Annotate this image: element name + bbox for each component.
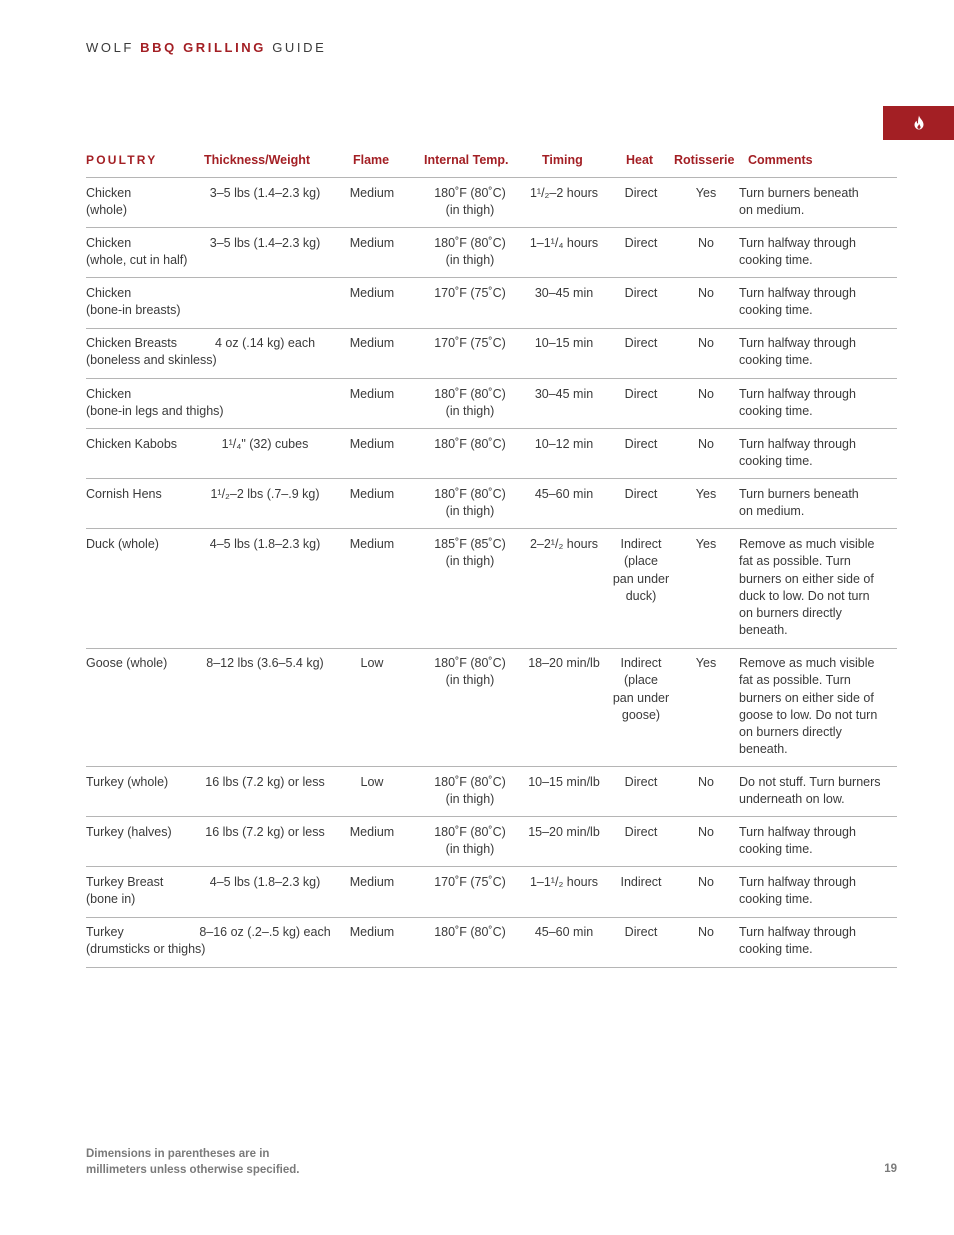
cell-name: Turkey (drumsticks or thighs): [86, 925, 206, 957]
cell-temp: 180˚F (80˚C) (in thigh): [434, 236, 506, 268]
cell-comments: Turn halfway through cooking time.: [739, 437, 856, 469]
cell-rotisserie: Yes: [695, 487, 717, 501]
cell-comments: Turn halfway through cooking time.: [739, 286, 856, 318]
cell-heat: Direct: [624, 286, 658, 300]
cell-flame: Medium: [349, 236, 395, 250]
cell-rotisserie: No: [698, 387, 714, 401]
cell-timing: 1¹/₂–2 hours: [529, 186, 599, 200]
page-number: 19: [884, 1163, 897, 1175]
cell-rotisserie: No: [698, 775, 714, 789]
cell-name: Duck (whole): [86, 537, 159, 551]
cell-heat: Direct: [624, 186, 658, 200]
col-header-thickness: Thickness/Weight: [204, 153, 311, 167]
header-prefix: WOLF: [86, 40, 134, 55]
header-brand: BBQ GRILLING: [140, 40, 266, 55]
cell-timing: 1–1¹/₄ hours: [529, 236, 599, 250]
cell-timing: 10–12 min: [534, 437, 594, 451]
cell-thickness: 16 lbs (7.2 kg) or less: [205, 825, 325, 839]
cell-rotisserie: No: [698, 286, 714, 300]
row-divider: [86, 866, 897, 867]
cell-name: Turkey (whole): [86, 775, 169, 789]
cell-heat: Indirect (place pan under goose): [612, 656, 670, 722]
row-divider: [86, 766, 897, 767]
cell-thickness: 16 lbs (7.2 kg) or less: [205, 775, 325, 789]
cell-comments: Turn halfway through cooking time.: [739, 336, 856, 368]
row-divider: [86, 378, 897, 379]
cell-timing: 10–15 min: [534, 336, 594, 350]
cell-heat: Direct: [624, 925, 658, 939]
cell-name: Turkey (halves): [86, 825, 172, 839]
cell-temp: 180˚F (80˚C) (in thigh): [434, 487, 506, 519]
cell-flame: Low: [360, 775, 384, 789]
cell-heat: Direct: [624, 775, 658, 789]
cell-rotisserie: No: [698, 336, 714, 350]
cell-temp: 180˚F (80˚C) (in thigh): [434, 387, 506, 419]
cell-thickness: 4–5 lbs (1.8–2.3 kg): [209, 537, 321, 551]
row-divider: [86, 917, 897, 918]
row-divider: [86, 428, 897, 429]
cell-heat: Direct: [624, 437, 658, 451]
cell-timing: 15–20 min/lb: [528, 825, 600, 839]
page-header: [86, 40, 326, 55]
cell-thickness: 1¹/₄" (32) cubes: [221, 437, 309, 451]
cell-thickness: 3–5 lbs (1.4–2.3 kg): [209, 186, 321, 200]
row-divider: [86, 227, 897, 228]
cell-thickness: 3–5 lbs (1.4–2.3 kg): [209, 236, 321, 250]
cell-timing: 10–15 min/lb: [528, 775, 600, 789]
cell-heat: Direct: [624, 236, 658, 250]
cell-timing: 1–1¹/₂ hours: [529, 875, 599, 889]
cell-name: Chicken (bone-in breasts): [86, 286, 181, 318]
cell-comments: Do not stuff. Turn burners underneath on low.: [739, 775, 881, 807]
cell-flame: Medium: [349, 186, 395, 200]
cell-thickness: 8–12 lbs (3.6–5.4 kg): [206, 656, 324, 670]
footer-note: Dimensions in parentheses are in millimeters unless otherwise specified.: [86, 1148, 300, 1176]
cell-name: Chicken (whole): [86, 186, 132, 218]
cell-flame: Medium: [349, 437, 395, 451]
header-suffix: GUIDE: [272, 40, 327, 55]
cell-flame: Medium: [349, 875, 395, 889]
row-divider: [86, 967, 897, 968]
cell-thickness: 8–16 oz (.2–.5 kg) each: [199, 925, 331, 939]
cell-temp: 180˚F (80˚C): [434, 925, 506, 939]
cell-temp: 170˚F (75˚C): [434, 336, 506, 350]
row-divider: [86, 277, 897, 278]
cell-thickness: 4 oz (.14 kg) each: [214, 336, 316, 350]
cell-timing: 2–2¹/₂ hours: [529, 537, 599, 551]
cell-name: Turkey Breast (bone in): [86, 875, 164, 907]
cell-heat: Indirect: [620, 875, 662, 889]
col-header-heat: Heat: [626, 153, 654, 167]
cell-temp: 180˚F (80˚C) (in thigh): [434, 825, 506, 857]
cell-temp: 180˚F (80˚C) (in thigh): [434, 186, 506, 218]
cell-timing: 18–20 min/lb: [528, 656, 600, 670]
cell-flame: Low: [360, 656, 384, 670]
cell-rotisserie: No: [698, 437, 714, 451]
col-header-comments: Comments: [748, 153, 813, 167]
cell-comments: Turn burners beneath on medium.: [739, 186, 859, 218]
cell-flame: Medium: [349, 387, 395, 401]
cell-flame: Medium: [349, 925, 395, 939]
cell-name: Goose (whole): [86, 656, 168, 670]
cell-rotisserie: No: [698, 925, 714, 939]
cell-name: Chicken (bone-in legs and thighs): [86, 387, 224, 419]
cell-heat: Direct: [624, 387, 658, 401]
row-divider: [86, 478, 897, 479]
row-divider: [86, 528, 897, 529]
col-header-timing: Timing: [542, 153, 583, 167]
row-divider: [86, 177, 897, 178]
cell-temp: 180˚F (80˚C) (in thigh): [434, 656, 506, 688]
cell-heat: Direct: [624, 825, 658, 839]
cell-comments: Remove as much visible fat as possible. Turn burners on either side of duck to low. Do not turn on burners directly beneath.: [739, 537, 875, 638]
cell-name: Chicken Breasts (boneless and skinless): [86, 336, 217, 368]
cell-rotisserie: Yes: [695, 186, 717, 200]
cell-comments: Turn halfway through cooking time.: [739, 925, 856, 957]
cell-heat: Indirect (place pan under duck): [612, 537, 670, 603]
cell-rotisserie: No: [698, 875, 714, 889]
col-header-flame: Flame: [353, 153, 390, 167]
section-tab: [883, 106, 954, 140]
cell-temp: 170˚F (75˚C): [434, 875, 506, 889]
row-divider: [86, 328, 897, 329]
cell-temp: 185˚F (85˚C) (in thigh): [434, 537, 506, 569]
cell-flame: Medium: [349, 336, 395, 350]
cell-temp: 170˚F (75˚C): [434, 286, 506, 300]
cell-heat: Direct: [624, 336, 658, 350]
col-header-poultry: POULTRY: [86, 153, 158, 167]
cell-comments: Turn halfway through cooking time.: [739, 236, 856, 268]
cell-rotisserie: Yes: [695, 537, 717, 551]
cell-timing: 45–60 min: [534, 487, 594, 501]
cell-flame: Medium: [349, 286, 395, 300]
cell-temp: 180˚F (80˚C): [434, 437, 506, 451]
cell-rotisserie: No: [698, 825, 714, 839]
cell-flame: Medium: [349, 537, 395, 551]
cell-comments: Turn halfway through cooking time.: [739, 387, 856, 419]
row-divider: [86, 648, 897, 649]
cell-name: Cornish Hens: [86, 487, 162, 501]
cell-timing: 30–45 min: [534, 387, 594, 401]
col-header-temp: Internal Temp.: [424, 153, 509, 167]
cell-thickness: 4–5 lbs (1.8–2.3 kg): [209, 875, 321, 889]
cell-rotisserie: No: [698, 236, 714, 250]
cell-timing: 30–45 min: [534, 286, 594, 300]
cell-thickness: 1¹/₂–2 lbs (.7–.9 kg): [210, 487, 320, 501]
cell-name: Chicken (whole, cut in half): [86, 236, 188, 268]
cell-comments: Turn halfway through cooking time.: [739, 875, 856, 907]
flame-icon: [912, 115, 926, 130]
col-header-rotisserie: Rotisserie: [674, 153, 735, 167]
cell-flame: Medium: [349, 825, 395, 839]
cell-rotisserie: Yes: [695, 656, 717, 670]
row-divider: [86, 816, 897, 817]
cell-timing: 45–60 min: [534, 925, 594, 939]
cell-heat: Direct: [624, 487, 658, 501]
cell-name: Chicken Kabobs: [86, 437, 178, 451]
cell-flame: Medium: [349, 487, 395, 501]
cell-temp: 180˚F (80˚C) (in thigh): [434, 775, 506, 807]
cell-comments: Turn halfway through cooking time.: [739, 825, 856, 857]
cell-comments: Remove as much visible fat as possible. Turn burners on either side of goose to low. Do not turn on burners directly beneath.: [739, 656, 878, 757]
cell-comments: Turn burners beneath on medium.: [739, 487, 859, 519]
